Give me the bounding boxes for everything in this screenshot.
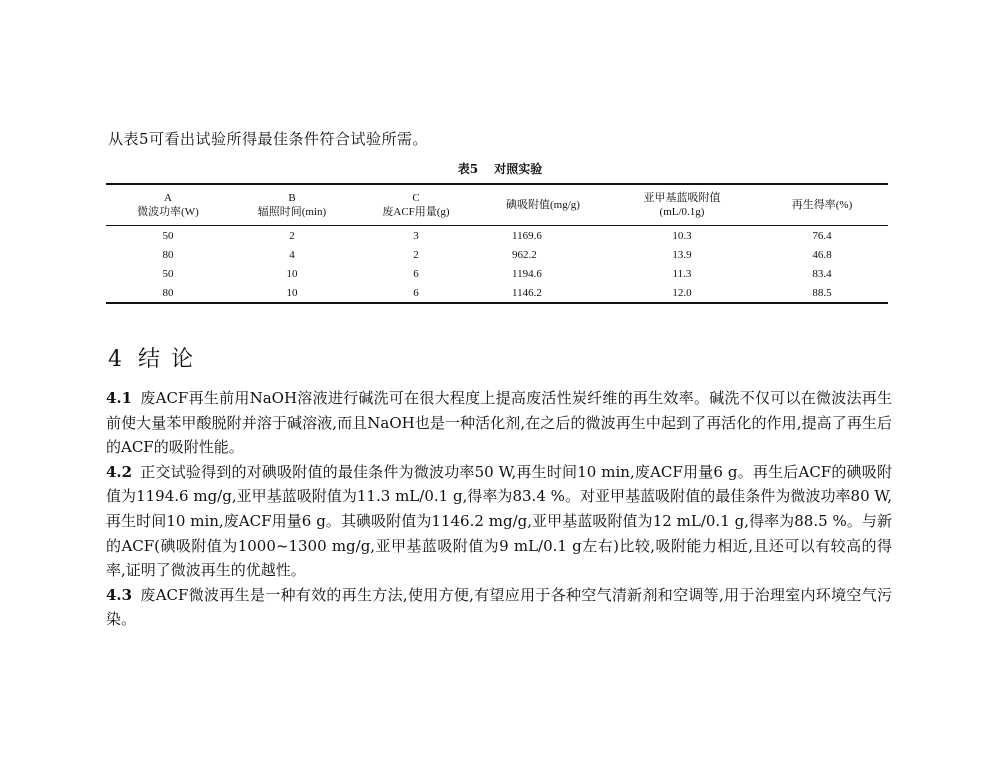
table-cell: 11.3: [672, 267, 692, 280]
table-row: [106, 283, 888, 303]
table-cell: 10: [286, 267, 298, 280]
table-cell: 3: [413, 229, 419, 242]
table-cell: 50: [162, 267, 174, 280]
header-iodine-value: 碘吸附值(mg/g): [506, 199, 580, 211]
table-cell: 10: [286, 286, 298, 299]
table-cell: 76.4: [812, 229, 832, 242]
header-methylene-blue: 亚甲基蓝吸附值 (mL/0.1g): [643, 192, 721, 218]
intro-text: 从表5可看出试验所得最佳条件符合试验所需。: [108, 130, 429, 148]
table-cell: 46.8: [812, 248, 832, 261]
section-heading: [108, 342, 195, 373]
table-header-row: [106, 184, 888, 226]
table-caption-label: 表5: [457, 162, 479, 176]
paragraph-4-2: [106, 460, 892, 583]
paragraph-text: 正交试验得到的对碘吸附值的最佳条件为微波功率50 W,再生时间10 min,废ACF用量6 g。再生后ACF的碘吸附值为1194.6 mg/g,亚甲基蓝吸附值为11.3 mL/0.1 g,得率为83.4 %。对亚甲基蓝吸附值的最佳条件为微波功率80 W,再生时间10 min,废ACF用量6 g。其碘吸附值为1146.2 mg/g,亚甲基蓝吸附值为12 mL/0.1 g,得率为88.5 %。与新的ACF(碘吸附值为1000~1300 mg/g,亚甲基蓝吸附值为9 mL/0.1 g左右)比较,吸附能力相近,且还可以有较高的得率,证明了微波再生的优越性。: [106, 462, 892, 580]
table-cell: 12.0: [672, 286, 692, 299]
paragraph-label: 4.1: [106, 389, 133, 407]
paragraph-4-3: [106, 583, 892, 632]
table-cell: 2: [413, 248, 419, 261]
table-cell: 13.9: [672, 248, 692, 261]
table-cell: 1146.2: [512, 286, 542, 299]
table-cell: 4: [289, 248, 295, 261]
conclusion-body: [106, 386, 892, 632]
table-cell: 83.4: [812, 267, 832, 280]
table-cell: 80: [162, 286, 174, 299]
header-regen-yield: 再生得率(%): [791, 199, 853, 211]
header-irradiation-time: B 辐照时间(min): [257, 192, 327, 218]
paragraph-label: 4.2: [106, 462, 133, 481]
paragraph-text: 废ACF微波再生是一种有效的再生方法,使用方便,有望应用于各种空气清新剂和空调等,用于治理室内环境空气污染。: [106, 585, 892, 629]
table-cell: 80: [162, 248, 174, 261]
table-cell: 50: [162, 229, 174, 242]
paragraph-text: 废ACF再生前用NaOH溶液进行碱洗可在很大程度上提高废活性炭纤维的再生效率。碱洗不仅可以在微波法再生前使大量苯甲酸脱附并溶于碱溶液,而且NaOH也是一种活化剂,在之后的微波再生中起到了再活化的作用,提高了再生后的ACF的吸附性能。: [106, 389, 892, 457]
table-row: [106, 226, 888, 246]
table-cell: 962.2: [512, 248, 537, 261]
table-cell: 6: [413, 286, 419, 299]
section-title: 结 论: [138, 347, 195, 372]
table-cell: 6: [413, 267, 419, 280]
header-acf-dosage: C 废ACF用量(g): [382, 192, 450, 218]
table-cell: 1194.6: [512, 267, 542, 280]
table-row: [106, 264, 888, 283]
table-cell: 88.5: [812, 286, 832, 299]
table-cell: 2: [289, 229, 295, 242]
table-cell: 1169.6: [512, 229, 542, 242]
table-caption: [0, 160, 1000, 177]
table-cell: 10.3: [672, 229, 692, 242]
header-microwave-power: A 微波功率(W): [137, 192, 199, 218]
section-number: 4: [108, 347, 124, 372]
results-table: [106, 183, 888, 304]
table-caption-title: 对照实验: [494, 162, 543, 176]
paragraph-4-1: [106, 386, 892, 460]
paragraph-label: 4.3: [106, 585, 133, 604]
table-row: [106, 245, 888, 264]
